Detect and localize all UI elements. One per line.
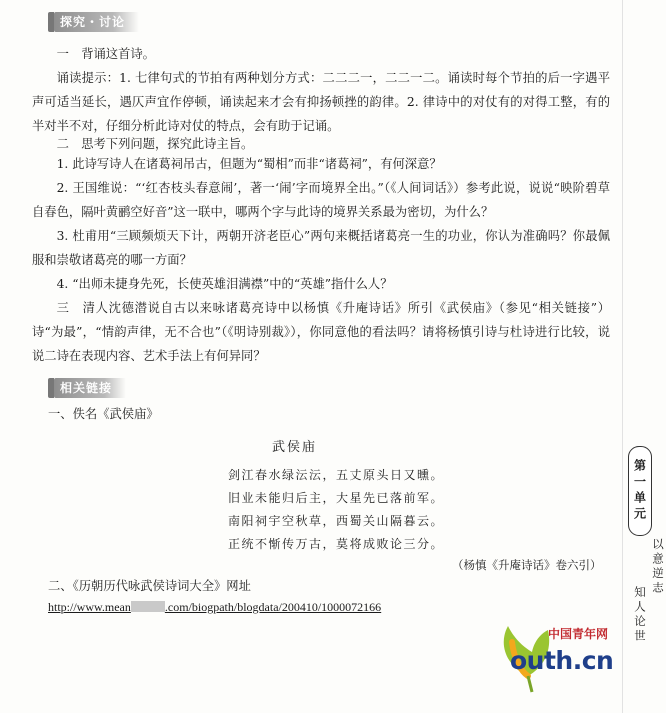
- poem-line-1: 剑江春水绿沄沄，五丈原头日又曛。: [228, 468, 445, 482]
- url-part-1: http://www.mean: [48, 600, 131, 614]
- poem-source: （杨慎《升庵诗话》卷六引）: [452, 558, 602, 572]
- watermark-site-name: 中国青年网: [548, 627, 609, 641]
- question-2-item-2: 2. 王国维说：“‘红杏枝头春意闹’，著一‘闹’字而境界全出。”（《人间词话》）参考此说，说说“映阶碧草自春色，隔叶黄鹂空好音”这一联中，哪两个字与此诗的境界关系最为密切，为什么？: [32, 181, 610, 219]
- related-item-1: 一、佚名《武侯庙》: [48, 407, 159, 421]
- poem-title: 武侯庙: [272, 440, 318, 455]
- unit-theme-column-2: 知人论世: [633, 586, 647, 644]
- question-1-body: 诵读提示：1. 七律句式的节拍有两种划分方式：二二二一，二二一二。诵读时每个节拍的后一字遇平声可适当延长，遇仄声宜作停顿，诵读起来才会有抑扬顿挫的韵律。2. 律诗中的对仗有的对得工整，有的半对半不对，仔细分析此诗对仗的特点，会有助于记诵。: [32, 71, 610, 133]
- question-2-item-3: 3. 杜甫用“三顾频烦天下计，两朝开济老臣心”两句来概括诸葛亮一生的功业，你认为准确吗？你最佩服和崇敬诸葛亮的哪一方面？: [32, 229, 610, 267]
- unit-theme-column-1: 以意逆志: [651, 538, 665, 596]
- margin-rule: [622, 0, 623, 713]
- poem-line-3: 南阳祠宇空秋草，西蜀关山隔暮云。: [228, 514, 445, 528]
- question-2-item-4: 4. “出师未捷身先死，长使英雄泪满襟”中的“英雄”指什么人？: [56, 277, 393, 291]
- related-item-2: 二、《历朝历代咏武侯诗词大全》网址: [48, 579, 251, 593]
- question-2-heading: 二 思考下列问题，探究此诗主旨。: [56, 137, 254, 151]
- question-2-item-1: 1. 此诗写诗人在诸葛祠吊古，但题为“蜀相”而非“诸葛祠”，有何深意？: [56, 157, 442, 171]
- watermark-domain-text: outh.cn: [510, 646, 614, 675]
- website-link[interactable]: [48, 600, 381, 615]
- question-1-heading: 一 背诵这首诗。: [56, 47, 155, 61]
- watermark-domain: [510, 646, 613, 675]
- question-3: 三 清人沈德潜说自古以来咏诸葛亮诗中以杨慎《升庵诗话》所引《武侯庙》（参见“相关链接”）诗“为最”，“情韵声律，无不合也”（《明诗别裁》），你同意他的看法吗？请将杨慎引诗与杜诗进行比较，说说二诗在表现内容、艺术手法上有何异同？: [32, 301, 610, 363]
- section-tag-discussion: 探究・讨论: [54, 12, 139, 32]
- unit-marker: 第一单元: [628, 446, 652, 536]
- section-tag-related-links: 相关链接: [54, 378, 126, 398]
- redaction-mask: [131, 601, 165, 612]
- url-part-2: .com/biogpath/blogdata/200410/1000072166: [164, 600, 382, 614]
- poem-line-4: 正统不惭传万古，莫将成败论三分。: [228, 537, 445, 551]
- poem-line-2: 旧业未能归后主，大星先已落前军。: [228, 491, 445, 505]
